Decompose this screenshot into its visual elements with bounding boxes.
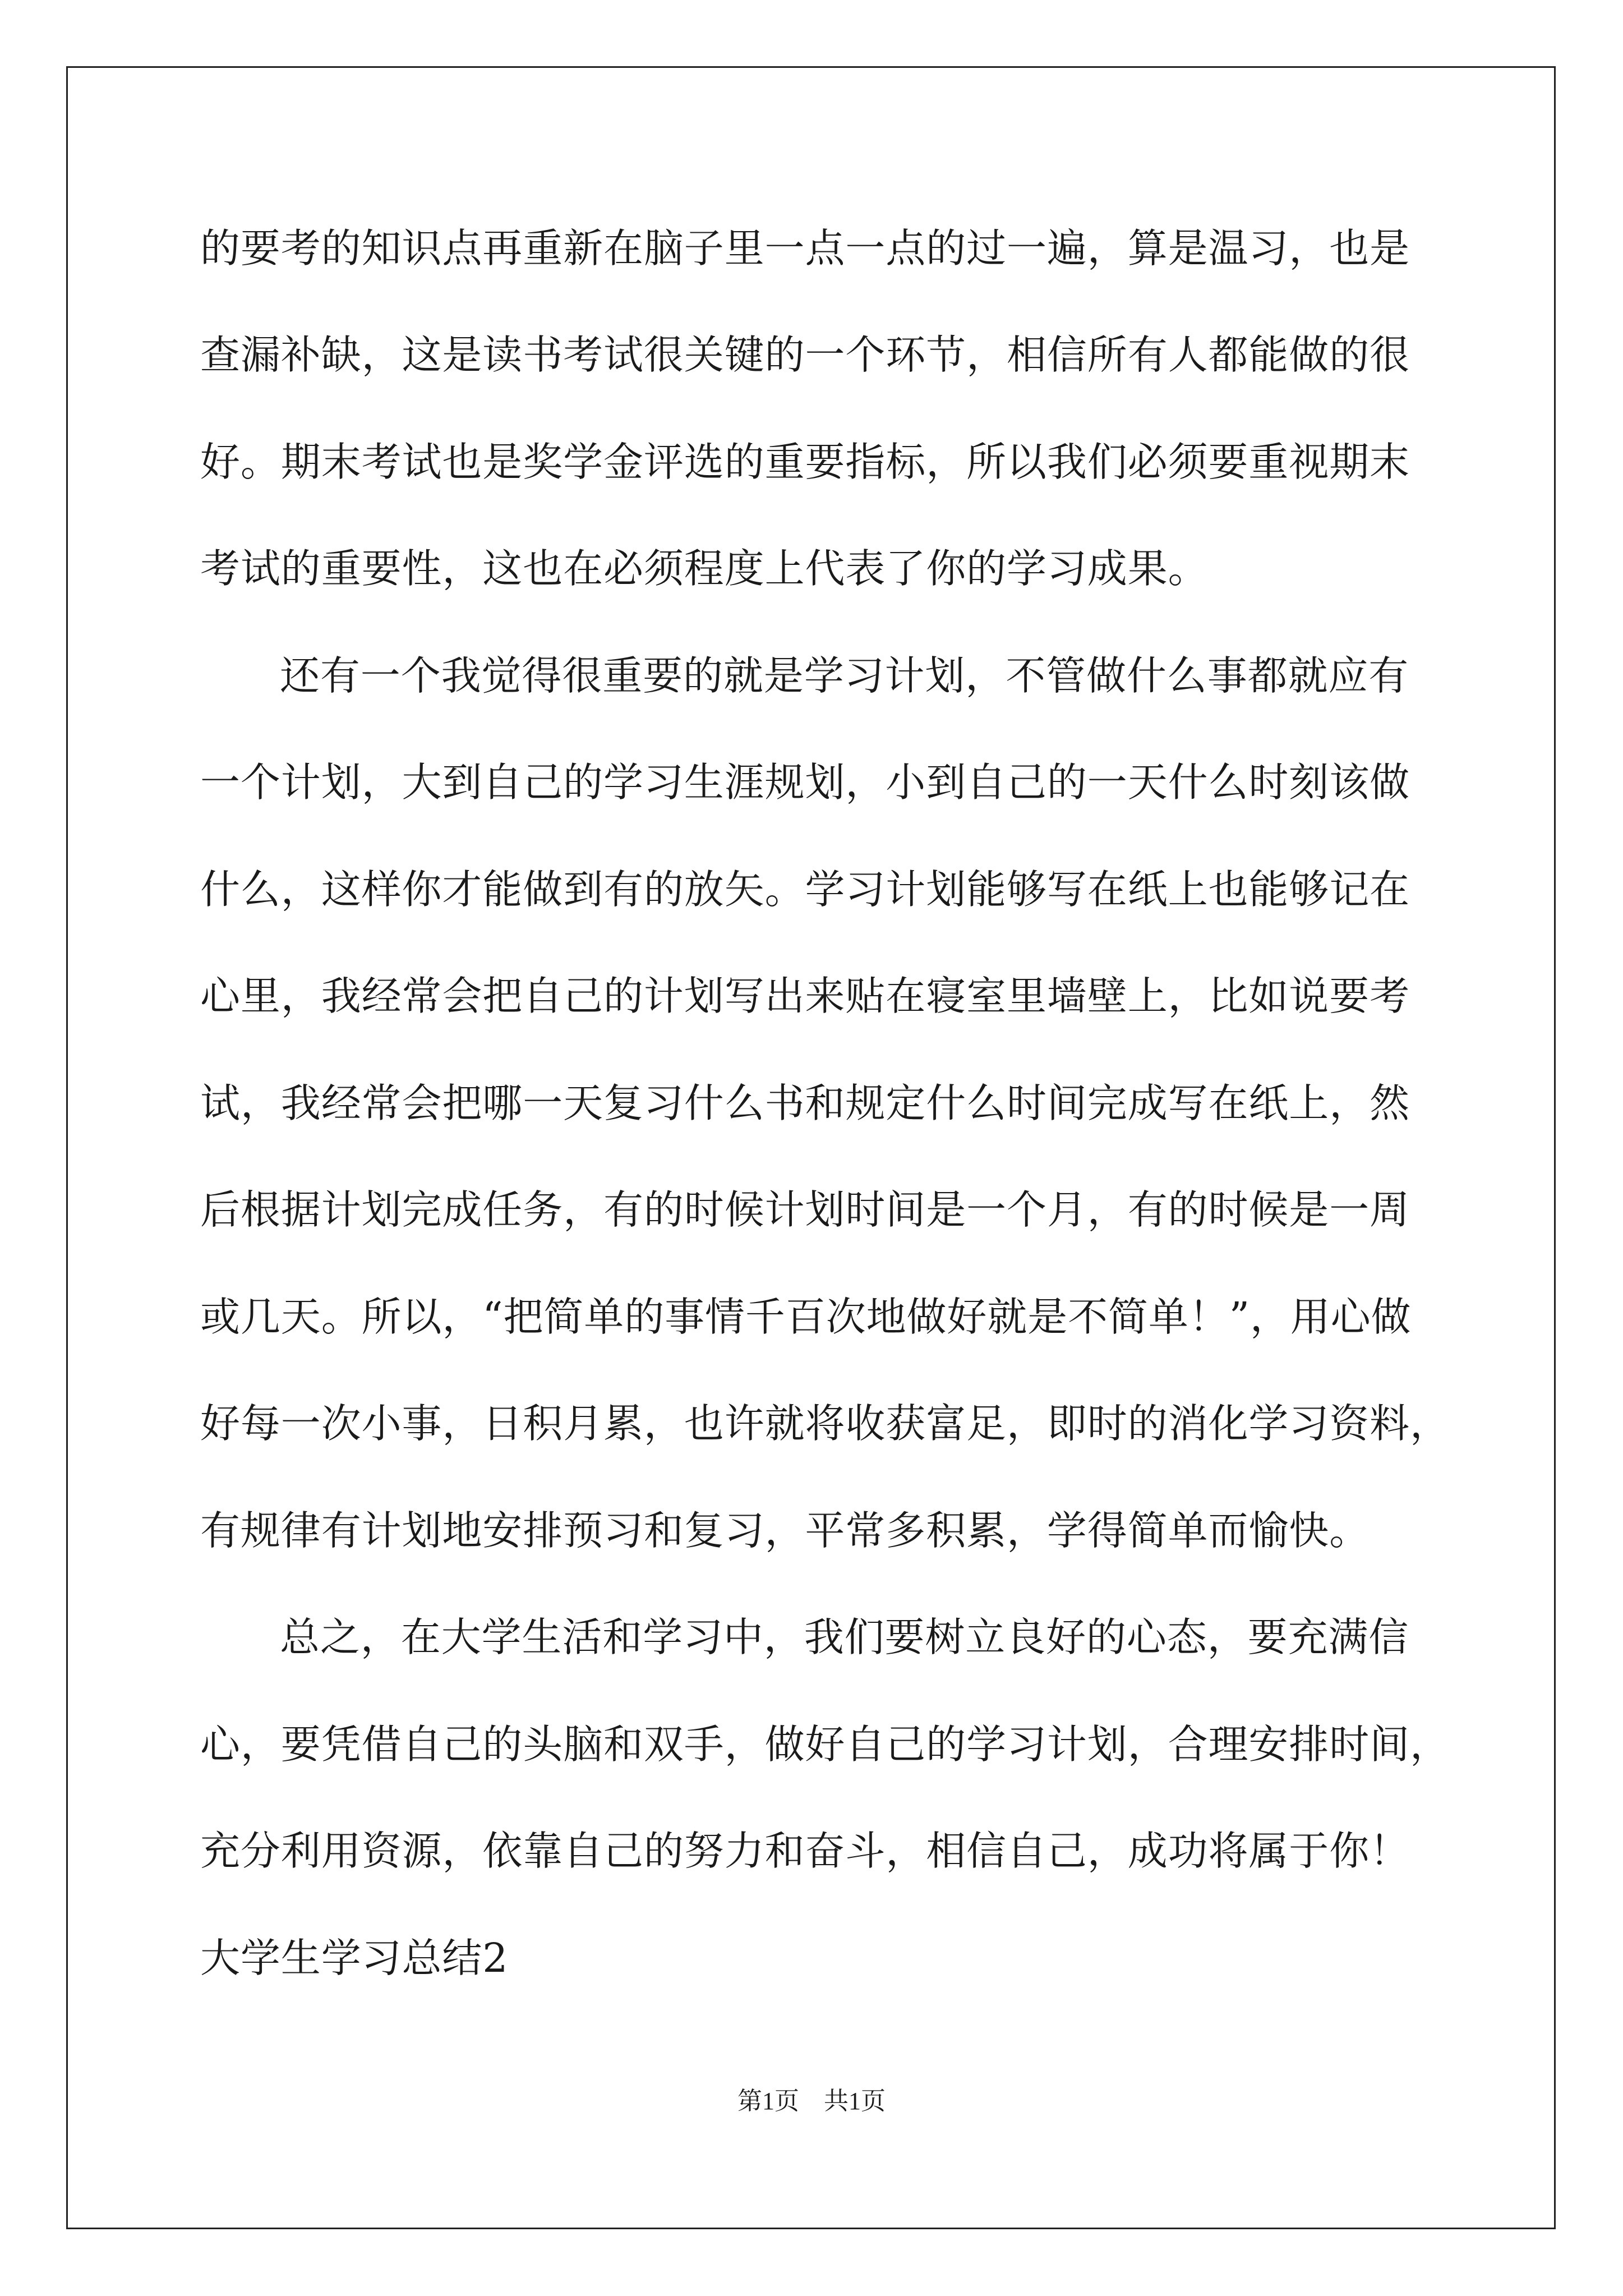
paragraph-2-line-8: 好每一次小事，日积月累，也许就将收获富足，即时的消化学习资料， [200,1400,1450,1447]
paragraph-1-line-3: 好。期末考试也是奖学金评选的重要指标，所以我们必须要重视期末 [200,439,1410,485]
page-total: 共1页 [824,2087,886,2115]
page-border [66,66,1556,2229]
paragraph-3-line-1: 总之，在大学生活和学习中，我们要树立良好的心态，要充满信 [280,1614,1409,1660]
paragraph-2-line-1: 还有一个我觉得很重要的就是学习计划，不管做什么事都就应有 [280,652,1409,699]
paragraph-2-line-3: 什么，这样你才能做到有的放矢。学习计划能够写在纸上也能够记在 [200,866,1410,913]
paragraph-3-line-2: 心，要凭借自己的头脑和双手，做好自己的学习计划，合理安排时间， [200,1721,1450,1768]
paragraph-2-line-4: 心里，我经常会把自己的计划写出来贴在寝室里墙壁上，比如说要考 [200,973,1410,1019]
paragraph-1-line-2: 查漏补缺，这是读书考试很关键的一个环节，相信所有人都能做的很 [200,332,1410,378]
paragraph-2-line-5: 试，我经常会把哪一天复习什么书和规定什么时间完成写在纸上，然 [200,1080,1410,1126]
section-heading: 大学生学习总结2 [200,1935,509,1981]
paragraph-3-line-3: 充分利用资源，依靠自己的努力和奋斗，相信自己，成功将属于你！ [200,1828,1410,1874]
paragraph-2-line-2: 一个计划，大到自己的学习生涯规划，小到自己的一天什么时刻该做 [200,759,1410,806]
paragraph-1-line-4: 考试的重要性，这也在必须程度上代表了你的学习成果。 [200,545,1209,592]
paragraph-2-line-6: 后根据计划完成任务，有的时候计划时间是一个月，有的时候是一周 [200,1186,1410,1233]
paragraph-2-line-9: 有规律有计划地安排预习和复习，平常多积累，学得简单而愉快。 [200,1507,1370,1554]
paragraph-1-line-1: 的要考的知识点再重新在脑子里一点一点的过一遍，算是温习，也是 [200,225,1410,272]
page-number: 第1页 [737,2087,799,2115]
paragraph-2-line-7: 或几天。所以，“把简单的事情千百次地做好就是不简单！”，用心做 [200,1294,1412,1340]
page-footer [0,2085,1623,2118]
